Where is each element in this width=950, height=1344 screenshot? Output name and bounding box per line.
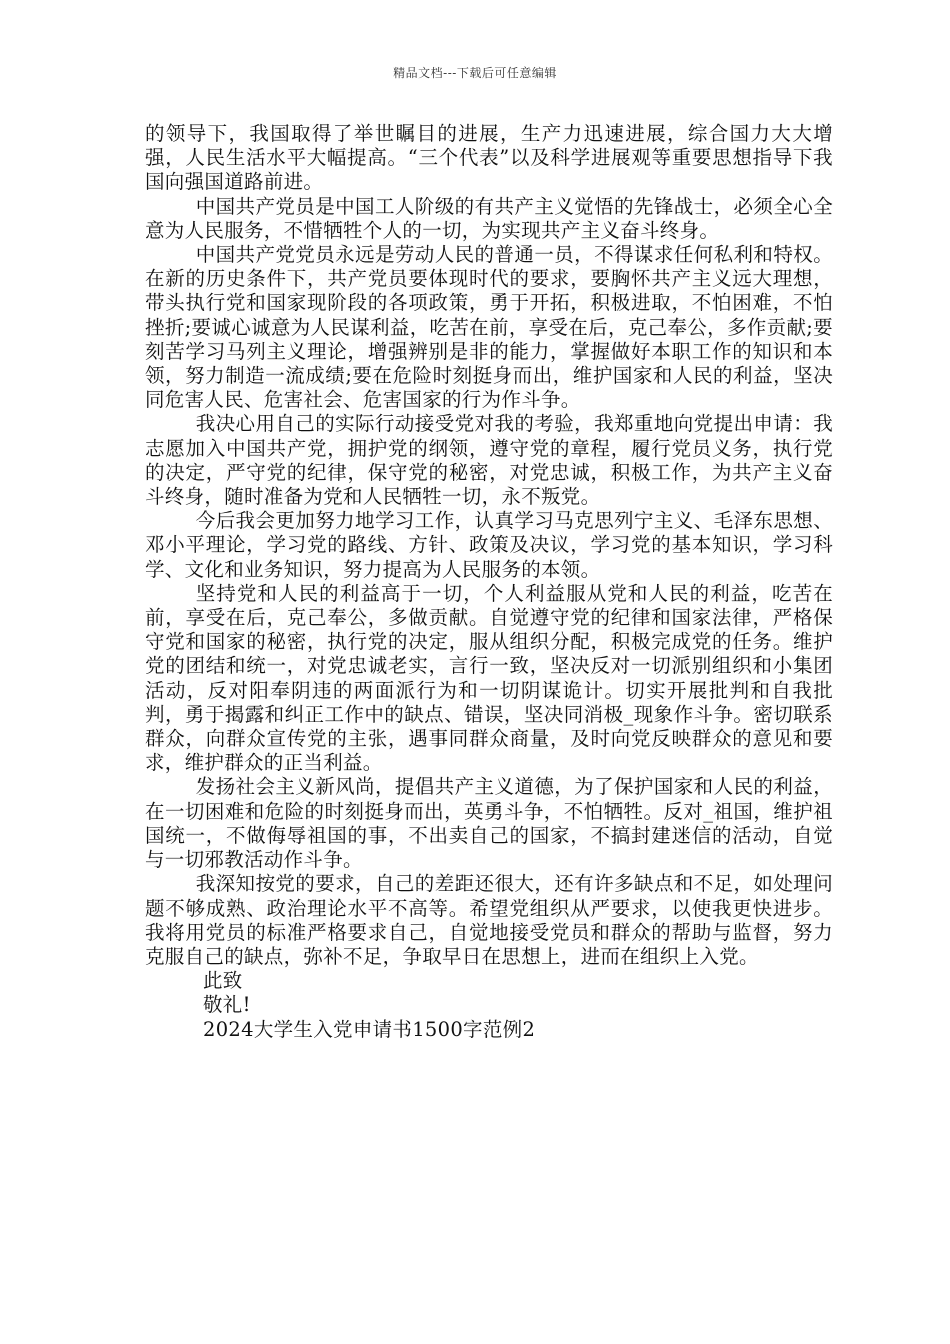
document-body [145,122,833,1042]
paragraph: 今后我会更加努力地学习工作，认真学习马克思列宁主义、毛泽东思想、邓小平理论，学习党的路线、方针、政策及决议，学习党的基本知识，学习科学、文化和业务知识，努力提高为人民服务的本领。 [145,509,833,581]
closing-salutation: 此致 [203,969,243,993]
paragraph: 我深知按党的要求，自己的差距还很大，还有许多缺点和不足，如处理问题不够成熟、政治理论水平不高等。希望党组织从严要求，以使我更快进步。我将用党员的标准严格要求自己，自觉地接受党员和群众的帮助与监督，努力克服自己的缺点，弥补不足，争取早日在思想上，进而在组织上入党。 [145,872,833,968]
paragraph: 坚持党和人民的利益高于一切，个人利益服从党和人民的利益，吃苦在前，享受在后，克己奉公，多做贡献。自觉遵守党的纪律和国家法律，严格保守党和国家的秘密，执行党的决定，服从组织分配，积极完成党的任务。维护党的团结和统一，对党忠诚老实，言行一致，坚决反对一切派别组织和小集团活动，反对阳奉阴违的两面派行为和一切阴谋诡计。切实开展批判和自我批判，勇于揭露和纠正工作中的缺点、错误，坚决同消极_现象作斗争。密切联系群众，向群众宣传党的主张，遇事同群众商量，及时向党反映群众的意见和要求，维护群众的正当利益。 [145,581,833,775]
paragraph-continuation: 的领导下，我国取得了举世瞩目的进展，生产力迅速进展，综合国力大大增强，人民生活水平大幅提高。“三个代表”以及科学进展观等重要思想指导下我国向强国道路前进。 [145,122,833,194]
paragraph: 中国共产党党员永远是劳动人民的普通一员，不得谋求任何私利和特权。在新的历史条件下，共产党员要体现时代的要求，要胸怀共产主义远大理想，带头执行党和国家现阶段的各项政策，勇于开拓，积极进取，不怕困难，不怕挫折;要诚心诚意为人民谋利益，吃苦在前，享受在后，克己奉公，多作贡献;要刻苦学习马列主义理论，增强辨别是非的能力，掌握做好本职工作的知识和本领，努力制造一流成绩;要在危险时刻挺身而出，维护国家和人民的利益，坚决同危害人民、危害社会、危害国家的行为作斗争。 [145,243,833,412]
paragraph: 发扬社会主义新风尚，提倡共产主义道德，为了保护国家和人民的利益，在一切困难和危险的时刻挺身而出，英勇斗争，不怕牺牲。反对_祖国，维护祖国统一，不做侮辱祖国的事，不出卖自己的国家，不搞封建迷信的活动，自觉与一切邪教活动作斗争。 [145,775,833,872]
next-section-title: 2024大学生入党申请书1500字范例2 [203,1017,536,1041]
paragraph: 我决心用自己的实际行动接受党对我的考验，我郑重地向党提出申请：我志愿加入中国共产党，拥护党的纲领，遵守党的章程，履行党员义务，执行党的决定，严守党的纪律，保守党的秘密，对党忠诚，积极工作，为共产主义奋斗终身，随时准备为党和人民牺牲一切，永不叛党。 [145,412,833,509]
paragraph: 中国共产党员是中国工人阶级的有共产主义觉悟的先锋战士，必须全心全意为人民服务，不惜牺牲个人的一切，为实现共产主义奋斗终身。 [145,194,833,242]
closing-regards: 敬礼! [203,993,251,1017]
page-header: 精品文档---下载后可任意编辑 [393,66,557,80]
